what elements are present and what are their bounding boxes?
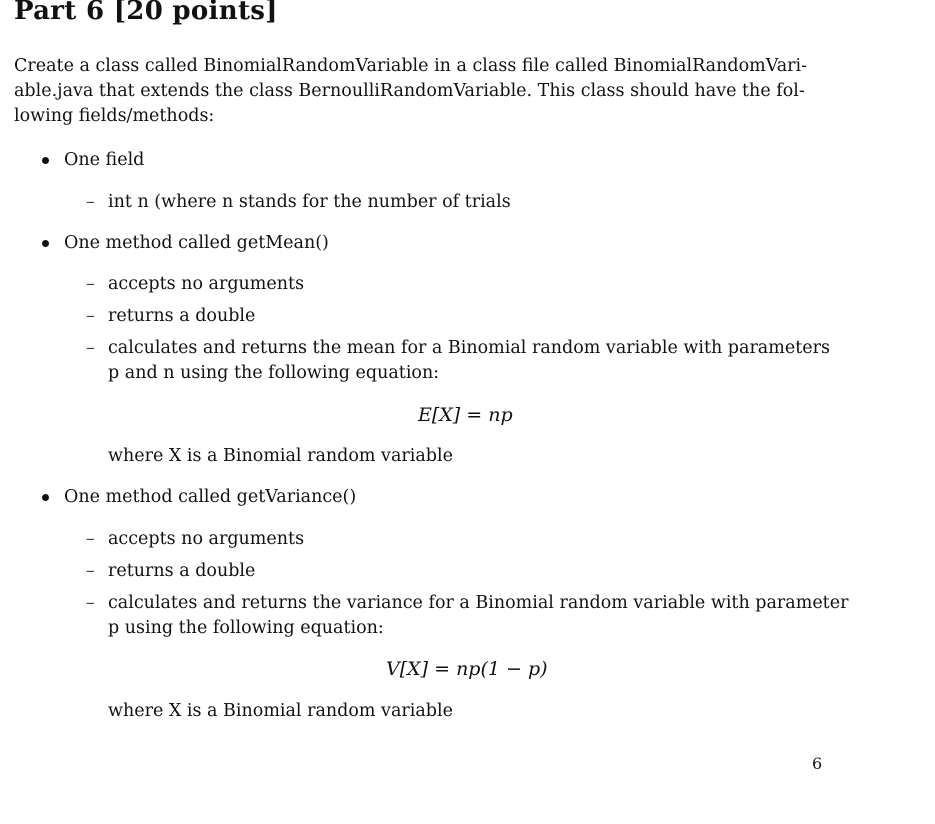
bullet-label: One field bbox=[64, 150, 145, 170]
dash-marker: – bbox=[86, 192, 95, 212]
dash-marker: – bbox=[86, 529, 95, 549]
dash-marker: – bbox=[86, 561, 95, 581]
equation-note: where X is a Binomial random variable bbox=[108, 446, 453, 466]
bullet-dot-icon bbox=[42, 157, 49, 164]
intro-line: able.java that extends the class BernoulliRandomVariable. This class should have the fol- bbox=[14, 81, 805, 101]
intro-line: Create a class called BinomialRandomVariable in a class file called BinomialRandomVari- bbox=[14, 56, 808, 76]
section-heading: Part 6 [20 points] bbox=[14, 0, 278, 26]
bullet-dot-icon bbox=[42, 494, 49, 501]
intro-paragraph bbox=[14, 54, 834, 129]
sub-item-text: accepts no arguments bbox=[108, 274, 305, 294]
sub-item-text: calculates and returns the mean for a Binomial random variable with parameters bbox=[108, 338, 830, 358]
equation-mean: E[X] = np bbox=[418, 404, 513, 426]
bullet-label: One method called getMean() bbox=[64, 233, 329, 253]
dash-marker: – bbox=[86, 593, 95, 613]
dash-marker: – bbox=[86, 338, 95, 358]
sub-item-text: int n (where n stands for the number of trials bbox=[108, 192, 511, 212]
sub-item-continuation: p and n using the following equation: bbox=[108, 363, 440, 383]
equation-variance: V[X] = np(1 − p) bbox=[386, 658, 548, 680]
bullet-label: One method called getVariance() bbox=[64, 487, 357, 507]
equation-note: where X is a Binomial random variable bbox=[108, 701, 453, 721]
sub-item-text: accepts no arguments bbox=[108, 529, 305, 549]
dash-marker: – bbox=[86, 306, 95, 326]
bullet-dot-icon bbox=[42, 240, 49, 247]
intro-line: lowing fields/methods: bbox=[14, 106, 215, 126]
sub-item-text: returns a double bbox=[108, 561, 256, 581]
sub-item-text: returns a double bbox=[108, 306, 256, 326]
sub-item-text: calculates and returns the variance for a Binomial random variable with parameter bbox=[108, 593, 849, 613]
page-number: 6 bbox=[812, 754, 823, 773]
sub-item-continuation: p using the following equation: bbox=[108, 618, 384, 638]
dash-marker: – bbox=[86, 274, 95, 294]
